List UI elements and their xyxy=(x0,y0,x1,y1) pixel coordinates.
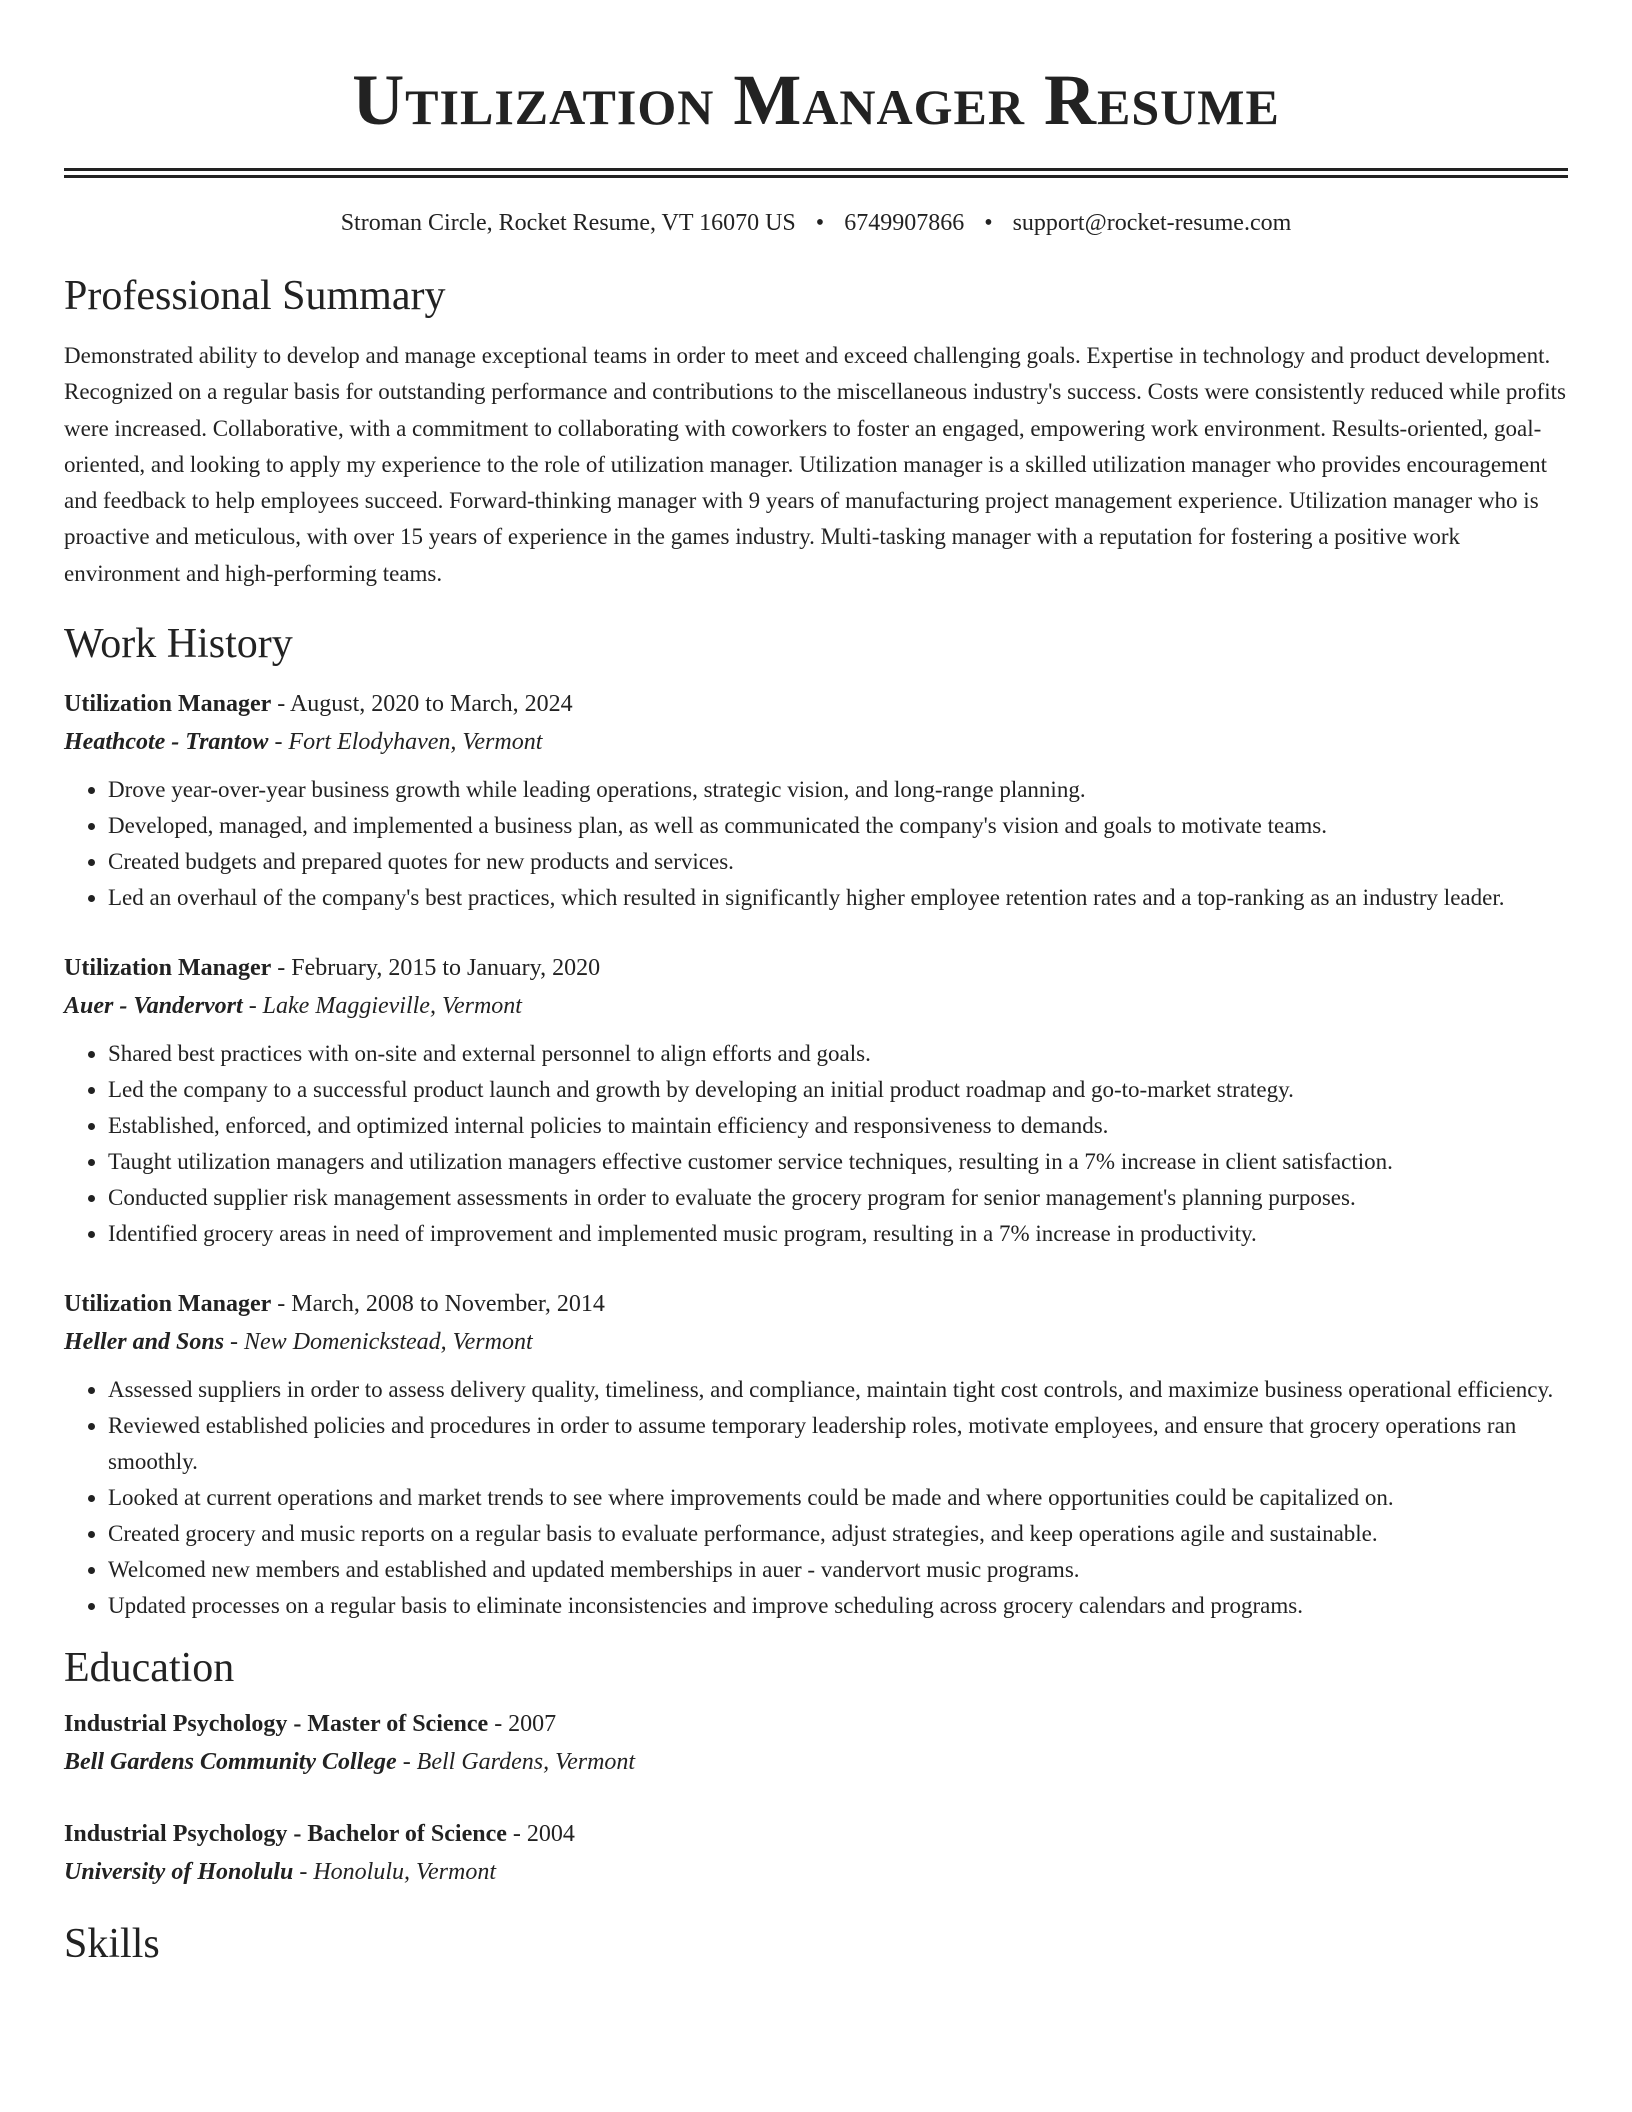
job-dates: - February, 2015 to January, 2020 xyxy=(271,955,601,982)
job-bullet: • Welcomed new members and established and updated memberships in auer - vandervort music programs. xyxy=(108,1552,1568,1588)
education-entry xyxy=(64,1706,1568,1782)
job-bullet: • Shared best practices with on-site and external personnel to align efforts and goals. xyxy=(108,1036,1568,1072)
education-location: - Bell Gardens, Vermont xyxy=(396,1749,636,1776)
job-company-line xyxy=(64,722,1568,762)
job-company: Auer - Vandervort xyxy=(64,993,243,1020)
job-title: Utilization Manager xyxy=(64,1291,272,1318)
contact-phone: 6749907866 xyxy=(844,210,965,236)
education-degree: Industrial Psychology - Bachelor of Science xyxy=(64,1821,507,1848)
job-company-line xyxy=(64,1322,1568,1362)
job-title-line xyxy=(64,950,1568,986)
job-bullet: • Taught utilization managers and utilization managers effective customer service techniques, resulting in a 7% increase in client satisfaction. xyxy=(108,1144,1568,1180)
job-bullet: • Developed, managed, and implemented a business plan, as well as communicated the company's vision and goals to motivate teams. xyxy=(108,808,1568,844)
job-bullet: • Established, enforced, and optimized internal policies to maintain efficiency and responsiveness to demands. xyxy=(108,1108,1568,1144)
job-title: Utilization Manager xyxy=(64,955,272,982)
education-year: - 2004 xyxy=(506,1821,575,1848)
contact-separator: • xyxy=(984,210,993,236)
job-bullet: • Led the company to a successful product launch and growth by developing an initial product roadmap and go-to-market strategy. xyxy=(108,1072,1568,1108)
skills-heading: Skills xyxy=(64,1921,160,1968)
job-bullet: • Reviewed established policies and procedures in order to assume temporary leadership roles, motivate employees, and ensure that grocery operations ran smoothly. xyxy=(108,1408,1568,1480)
job-bullet: • Assessed suppliers in order to assess delivery quality, timeliness, and compliance, maintain tight cost controls, and maximize business operational efficiency. xyxy=(108,1372,1568,1408)
education-school-line xyxy=(64,1852,1568,1892)
job-bullets xyxy=(64,1036,1568,1252)
job-location: - New Domenickstead, Vermont xyxy=(224,1329,533,1356)
job-bullet: • Updated processes on a regular basis to eliminate inconsistencies and improve scheduling across grocery calendars and programs. xyxy=(108,1588,1568,1624)
job-bullets xyxy=(64,772,1568,916)
job-company: Heller and Sons xyxy=(64,1329,225,1356)
job-title: Utilization Manager xyxy=(64,691,272,718)
title-double-rule xyxy=(64,168,1568,178)
education-year: - 2007 xyxy=(488,1711,557,1738)
job-bullet: • Looked at current operations and market trends to see where improvements could be made and where opportunities could be capitalized on. xyxy=(108,1480,1568,1516)
job-bullet: • Created grocery and music reports on a regular basis to evaluate performance, adjust strategies, and keep operations agile and sustainable. xyxy=(108,1516,1568,1552)
work-history-heading: Work History xyxy=(64,621,293,668)
contact-email: support@rocket-resume.com xyxy=(1012,210,1292,236)
job-entry xyxy=(64,686,1568,916)
education-entry xyxy=(64,1816,1568,1892)
education-degree-line xyxy=(64,1706,1568,1742)
job-entry xyxy=(64,1286,1568,1624)
contact-address: Stroman Circle, Rocket Resume, VT 16070 US xyxy=(340,210,796,236)
job-bullet: • Led an overhaul of the company's best practices, which resulted in significantly higher employee retention rates and a top-ranking as an industry leader. xyxy=(108,880,1568,916)
summary-heading: Professional Summary xyxy=(64,273,446,319)
job-title-line xyxy=(64,1286,1568,1322)
resume-title: Utilization Manager Resume xyxy=(352,60,1280,140)
job-bullets xyxy=(64,1372,1568,1624)
education-degree: Industrial Psychology - Master of Science xyxy=(64,1711,489,1738)
contact-separator: • xyxy=(815,210,825,236)
job-location: - Lake Maggieville, Vermont xyxy=(242,993,522,1020)
summary-text: Demonstrated ability to develop and manage exceptional teams in order to meet and exceed challenging goals. Expertise in technology and product development. Recognized on a regular basis for outstanding performance and contributions to the miscellaneous industry's success. Costs were consistently reduced while profits were increased. Collaborative, with a commitment to collaborating with coworkers to foster an engaged, empowering work environment. Results-oriented, goal-oriented, and looking to apply my experience to the role of utilization manager. Utilization manager is a skilled utilization manager who provides encouragement and feedback to help employees succeed. Forward-thinking manager with 9 years of manufacturing project management experience. Utilization manager who is proactive and meticulous, with over 15 years of experience in the games industry. Multi-tasking manager with a reputation for fostering a positive work environment and high-performing teams. xyxy=(64,343,1566,586)
job-bullet: • Conducted supplier risk management assessments in order to evaluate the grocery program for senior management's planning purposes. xyxy=(108,1180,1568,1216)
job-location: - Fort Elodyhaven, Vermont xyxy=(268,729,543,756)
job-bullet: • Created budgets and prepared quotes for new products and services. xyxy=(108,844,1568,880)
job-entry xyxy=(64,950,1568,1252)
job-company: Heathcote - Trantow xyxy=(64,729,269,756)
education-school: University of Honolulu xyxy=(64,1859,294,1886)
job-bullet: • Identified grocery areas in need of improvement and implemented music program, resulting in a 7% increase in productivity. xyxy=(108,1216,1568,1252)
education-degree-line xyxy=(64,1816,1568,1852)
education-heading: Education xyxy=(64,1645,235,1692)
education-location: - Honolulu, Vermont xyxy=(293,1859,497,1886)
job-company-line xyxy=(64,986,1568,1026)
job-bullet: • Drove year-over-year business growth while leading operations, strategic vision, and long-range planning. xyxy=(108,772,1568,808)
education-school-line xyxy=(64,1742,1568,1782)
contact-line xyxy=(64,208,1568,238)
education-school: Bell Gardens Community College xyxy=(64,1749,397,1776)
job-title-line xyxy=(64,686,1568,722)
job-dates: - March, 2008 to November, 2014 xyxy=(271,1291,605,1318)
job-dates: - August, 2020 to March, 2024 xyxy=(271,691,573,718)
